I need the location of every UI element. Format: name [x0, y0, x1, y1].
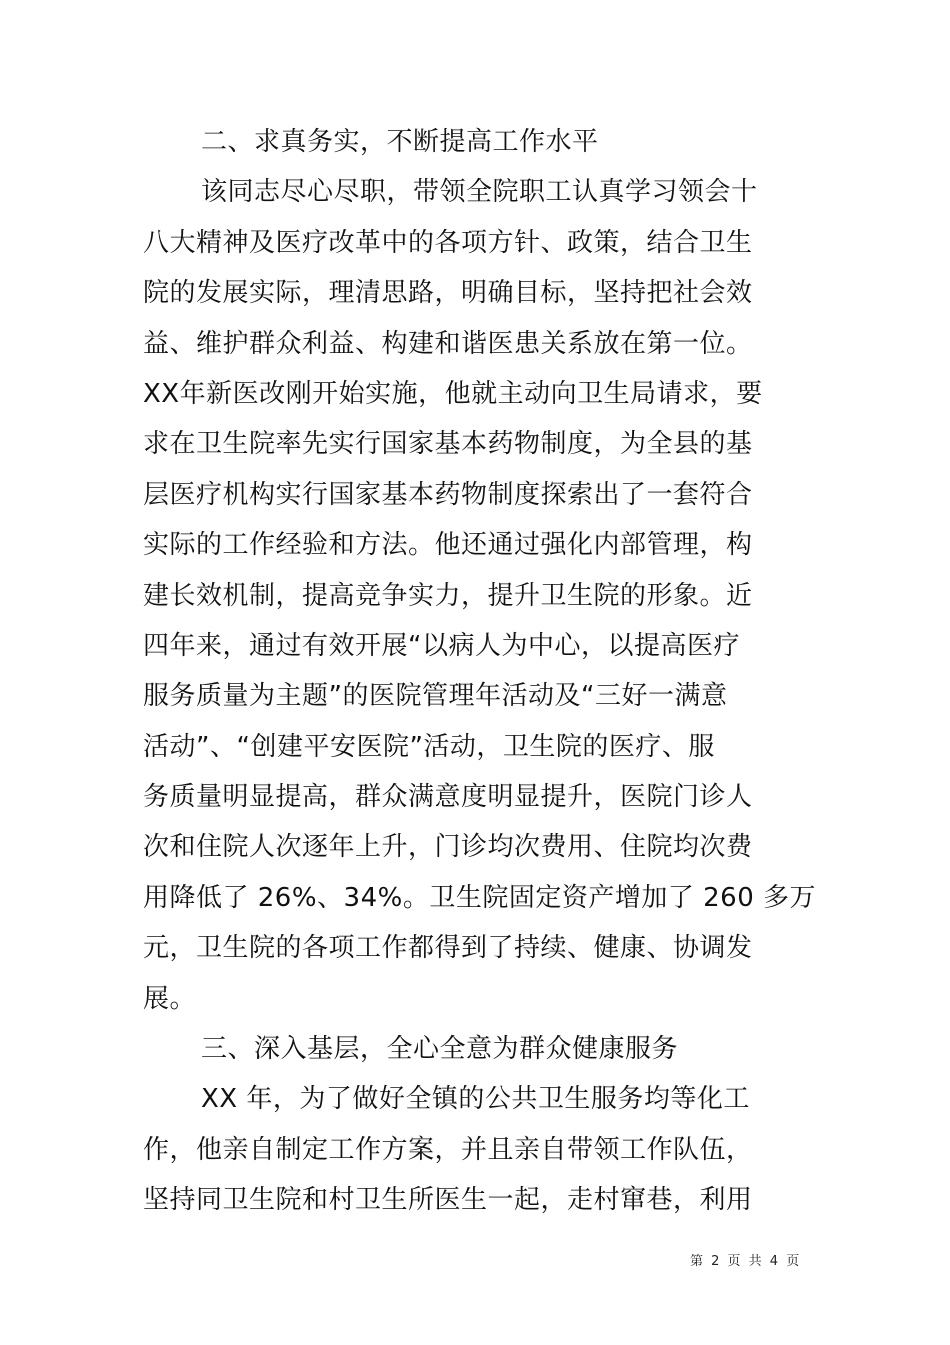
text-line: 层医疗机构实行国家基本药物制度探索出了一套符合 — [143, 479, 753, 510]
page-footer: 第 2 页 共 4 页 — [690, 1254, 802, 1269]
text-line: 院的发展实际，理清思路，明确目标，坚持把社会效 — [143, 278, 753, 309]
text-line: 次和住院人次逐年上升，门诊均次费用、住院均次费 — [143, 832, 753, 863]
text-line: 展。 — [143, 983, 197, 1014]
text-line: 作，他亲自制定工作方案，并且亲自带领工作队伍， — [143, 1134, 753, 1165]
text-line: 坚持同卫生院和村卫生所医生一起，走村窜巷，利用 — [143, 1185, 753, 1216]
text-line: 用降低了 26%、34%。卫生院固定资产增加了 260 多万 — [143, 882, 816, 913]
text-line: XX年新医改刚开始实施，他就主动向卫生局请求，要 — [143, 378, 763, 409]
text-line: 元，卫生院的各项工作都得到了持续、健康、协调发 — [143, 933, 753, 964]
text-line: 四年来，通过有效开展“以病人为中心，以提高医疗 — [143, 630, 740, 661]
text-line: 建长效机制，提高竞争实力，提升卫生院的形象。近 — [143, 580, 753, 611]
text-line: 服务质量为主题”的医院管理年活动及“三好一满意 — [143, 681, 728, 712]
text-line: 益、维护群众利益、构建和谐医患关系放在第一位。 — [143, 328, 753, 359]
document-body — [143, 117, 823, 1226]
text-line: 二、求真务实，不断提高工作水平 — [201, 127, 599, 157]
text-line: 实际的工作经验和方法。他还通过强化内部管理，构 — [143, 530, 753, 561]
text-line: 八大精神及医疗改革中的各项方针、政策，结合卫生 — [143, 227, 753, 258]
text-line: 求在卫生院率先实行国家基本药物制度，为全县的基 — [143, 429, 753, 460]
text-line: 三、深入基层，全心全意为群众健康服务 — [201, 1034, 679, 1065]
text-line: 该同志尽心尽职，带领全院职工认真学习领会十 — [201, 177, 758, 208]
text-line: XX 年，为了做好全镇的公共卫生服务均等化工 — [201, 1084, 750, 1115]
text-line: 务质量明显提高，群众满意度明显提升，医院门诊人 — [143, 782, 753, 813]
text-line: 活动”、“创建平安医院”活动，卫生院的医疗、服 — [143, 731, 715, 762]
